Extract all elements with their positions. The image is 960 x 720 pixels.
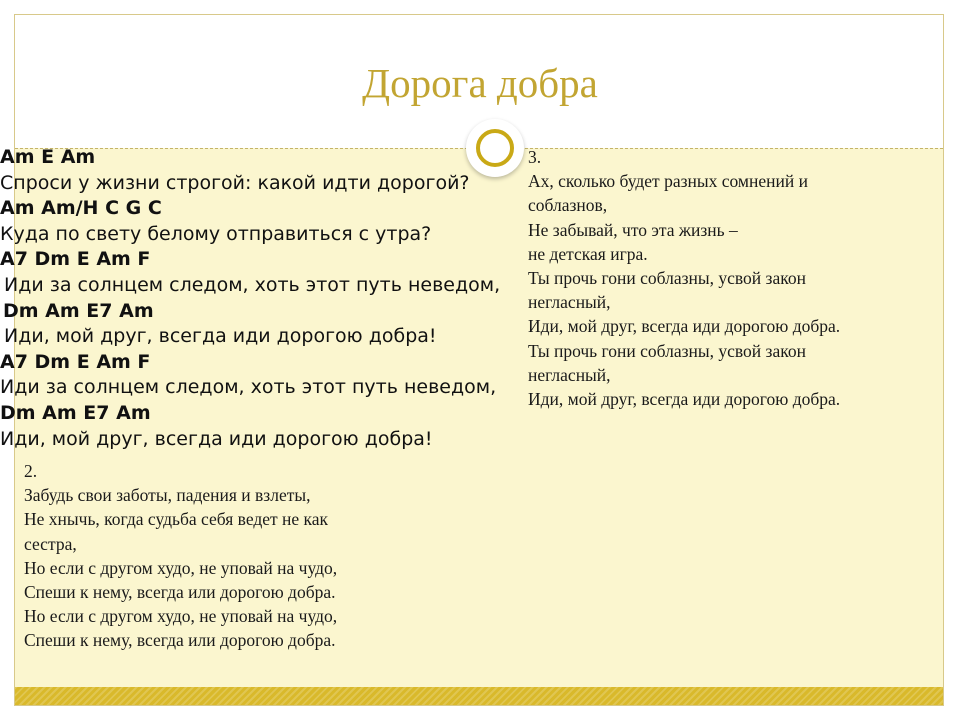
verse-line: Не хнычь, когда судьба себя ведет не как	[24, 509, 329, 530]
verse-line: Иди, мой друг, всегда иди дорогою добра.	[528, 316, 841, 337]
verse3-block	[528, 145, 948, 411]
verse-line: Но если с другом худо, не уповай на чудо,	[24, 557, 338, 578]
verse-line: Ах, сколько будет разных сомнений и	[528, 171, 808, 192]
verse-line: сестра,	[24, 533, 77, 554]
verse-line: негласный,	[528, 292, 611, 313]
slide-title: Дорога добра	[362, 60, 598, 106]
verse-line: Не забывай, что эта жизнь –	[528, 219, 738, 240]
verse-line: Но если с другом худо, не уповай на чудо,	[24, 606, 338, 627]
verse-line: соблазнов,	[528, 195, 608, 216]
verse-number: 3.	[528, 147, 542, 167]
verse1-chords-block	[0, 145, 560, 452]
verse-line: Забудь свои заботы, падения и взлеты,	[24, 485, 311, 506]
verse2-block	[24, 459, 484, 653]
chord-line: A7 Dm E Am F	[0, 350, 151, 373]
chord-line: Am E Am	[0, 146, 96, 168]
verse-line: Ты прочь гони соблазны, усвой закон	[528, 340, 806, 361]
verse-line: негласный,	[528, 364, 611, 385]
verse-line: Спеши к нему, всегда или дорогою добра.	[24, 630, 336, 651]
lyric-line: Иди за солнцем следом, хоть этот путь неведом,	[4, 273, 501, 296]
chord-line: Dm Am E7 Am	[0, 401, 151, 424]
chord-line: A7 Dm E Am F	[0, 248, 151, 271]
verse-line: Спеши к нему, всегда или дорогою добра.	[24, 582, 336, 603]
verse-line: Иди, мой друг, всегда иди дорогою добра.	[528, 389, 841, 410]
chord-line: Am Am/H C G C	[0, 197, 162, 220]
lyric-line: Куда по свету белому отправиться с утра?	[0, 222, 432, 245]
chord-line: Dm Am E7 Am	[3, 299, 154, 322]
lyric-line: Спроси у жизни строгой: какой идти дорогой?	[0, 171, 470, 194]
verse-line: не детская игра.	[528, 243, 648, 264]
bottom-accent-bar	[15, 687, 943, 706]
verse-number: 2.	[24, 461, 38, 481]
lyric-line: Иди, мой друг, всегда иди дорогою добра!	[4, 325, 437, 348]
verse-line: Ты прочь гони соблазны, усвой закон	[528, 268, 806, 289]
lyric-line: Иди за солнцем следом, хоть этот путь неведом,	[0, 376, 497, 399]
lyric-line: Иди, мой друг, всегда иди дорогою добра!	[0, 427, 433, 450]
